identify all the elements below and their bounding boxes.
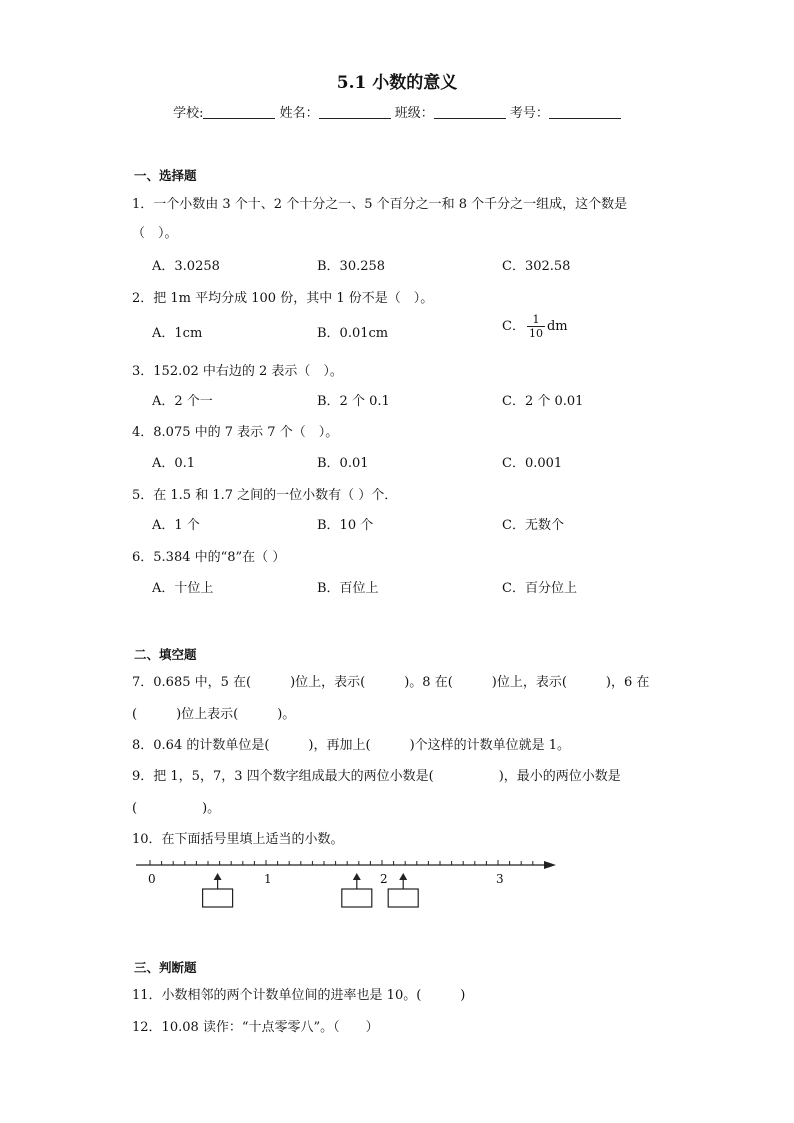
question-9-line2: ( )。 [132,801,221,816]
option-c-prefix: C． [502,319,525,334]
question-1-option-a[interactable]: A．3.0258 [152,259,220,274]
question-9-line1: 9．把 1，5，7，3 四个数字组成最大的两位小数是( )，最小的两位小数是 [132,769,621,784]
question-3-option-a[interactable]: A．2 个一 [152,394,213,409]
question-3-option-b[interactable]: B．2 个 0.1 [317,394,390,409]
tick-label: 1 [264,872,272,886]
question-4: 4．8.075 中的 7 表示 7 个（ ）。 [132,425,339,440]
class-blank[interactable] [434,104,506,119]
school-label: 学校: [173,106,204,121]
question-6-option-b[interactable]: B．百位上 [317,581,379,596]
question-1-option-c[interactable]: C．302.58 [502,259,571,274]
question-10: 10．在下面括号里填上适当的小数。 [132,832,344,847]
section-heading-choice: 一、选择题 [134,168,197,183]
question-5-option-a[interactable]: A．1 个 [152,518,200,533]
tick-label: 3 [496,872,504,886]
question-6: 6．5.384 中的“8”在（ ） [132,550,286,565]
page-title: 5.1 小数的意义 [336,73,458,93]
answer-box[interactable] [388,889,418,907]
name-label: 姓名： [279,106,319,121]
question-12: 12．10.08 读作：“十点零零八”。（ ） [132,1020,379,1035]
fraction [527,313,545,340]
question-7-line1: 7．0.685 中，5 在( )位上，表示( )。8 在( )位上，表示( )，6 在 [132,675,650,690]
question-3-option-c[interactable]: C．2 个 0.01 [502,394,584,409]
question-1-line1: 1．一个小数由 3 个十、2 个十分之一、5 个百分之一和 8 个千分之一组成，这个数是 [132,197,628,212]
exam-no-label: 考号： [509,106,549,121]
question-11: 11．小数相邻的两个计数单位间的进率也是 10。( ) [132,988,466,1003]
arrow-head [399,873,407,880]
exam-no-blank[interactable] [549,104,621,119]
answer-box[interactable] [203,889,233,907]
question-5-option-b[interactable]: B．10 个 [317,518,374,533]
name-blank[interactable] [319,104,391,119]
number-line-group [136,860,556,907]
tick-label: 2 [380,872,388,886]
question-2-option-b[interactable]: B．0.01cm [317,326,389,341]
number-line [130,855,570,915]
tick-label: 0 [148,872,156,886]
fraction-numerator: 1 [527,313,545,327]
question-4-option-b[interactable]: B．0.01 [317,456,369,471]
question-6-option-a[interactable]: A．十位上 [152,581,214,596]
question-2: 2．把 1m 平均分成 100 份，其中 1 份不是（ ）。 [132,291,434,306]
arrow-head [214,873,222,880]
question-4-option-c[interactable]: C．0.001 [502,456,563,471]
student-info-row [0,102,794,121]
question-5-option-c[interactable]: C．无数个 [502,518,564,533]
option-c-unit: dm [546,319,568,334]
answer-box[interactable] [342,889,372,907]
question-1-option-b[interactable]: B．30.258 [317,259,386,274]
fraction-denominator: 10 [528,327,543,340]
question-4-option-a[interactable]: A．0.1 [152,456,196,471]
question-5: 5．在 1.5 和 1.7 之间的一位小数有（ ）个． [132,488,398,503]
question-2-option-c[interactable] [502,313,568,340]
question-2-option-a[interactable]: A．1cm [152,326,203,341]
class-label: 班级： [394,106,434,121]
question-1-line2: （ ）。 [132,226,178,241]
question-7-line2: ( )位上表示( )。 [132,707,296,722]
school-blank[interactable] [203,104,275,119]
question-6-option-c[interactable]: C．百分位上 [502,581,577,596]
section-heading-fill: 二、填空题 [134,647,197,662]
question-3: 3．152.02 中右边的 2 表示（ ）。 [132,364,343,379]
axis-arrow [544,861,556,869]
section-heading-judge: 三、判断题 [134,960,197,975]
arrow-head [353,873,361,880]
question-8: 8．0.64 的计数单位是( )，再加上( )个这样的计数单位就是 1。 [132,738,571,753]
